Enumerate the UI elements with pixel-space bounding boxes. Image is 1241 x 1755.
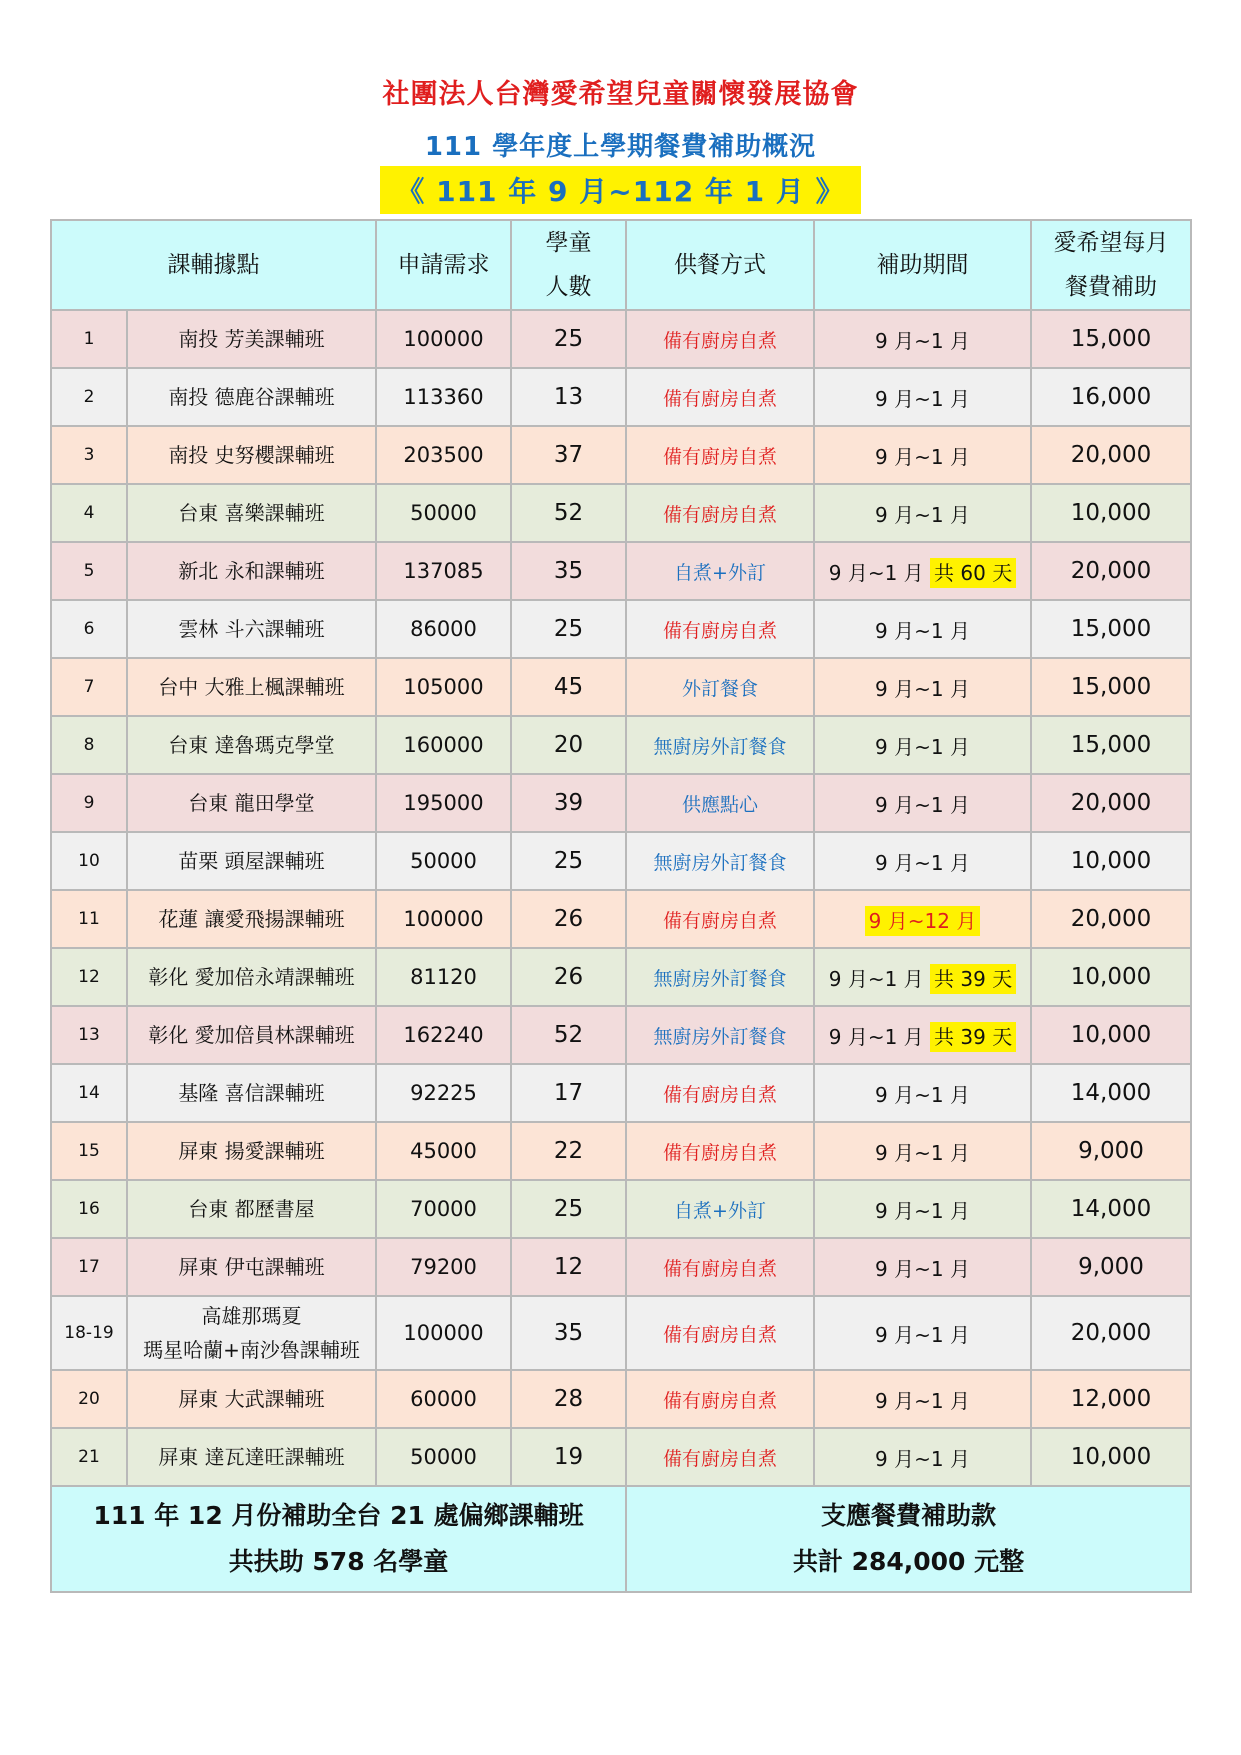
row-number: 3 (51, 426, 127, 484)
period-range: 9 月~1 月 (828, 966, 924, 991)
monthly-subsidy: 14,000 (1031, 1064, 1191, 1122)
request-amount: 92225 (376, 1064, 511, 1122)
table-row (51, 1064, 1191, 1122)
meal-method: 備有廚房自煮 (626, 1122, 814, 1180)
summary-subsidy-label: 支應餐費補助款 (820, 1501, 996, 1530)
meal-method: 自煮+外訂 (626, 1180, 814, 1238)
request-amount: 79200 (376, 1238, 511, 1296)
row-number: 13 (51, 1006, 127, 1064)
student-count: 39 (511, 774, 626, 832)
student-count: 26 (511, 948, 626, 1006)
monthly-subsidy: 10,000 (1031, 1428, 1191, 1486)
monthly-subsidy: 20,000 (1031, 1296, 1191, 1370)
site-name (127, 1296, 376, 1370)
row-number: 10 (51, 832, 127, 890)
row-number: 15 (51, 1122, 127, 1180)
table-row (51, 1238, 1191, 1296)
row-number: 4 (51, 484, 127, 542)
period-range-highlighted: 9 月~12 月 (865, 906, 981, 936)
meal-method: 備有廚房自煮 (626, 1064, 814, 1122)
student-count: 12 (511, 1238, 626, 1296)
request-amount: 162240 (376, 1006, 511, 1064)
table-row (51, 368, 1191, 426)
subsidy-period (814, 1006, 1031, 1064)
student-count: 26 (511, 890, 626, 948)
table-row (51, 716, 1191, 774)
site-name-line1: 高雄那瑪夏 (201, 1304, 302, 1328)
student-count: 25 (511, 832, 626, 890)
row-number: 18-19 (51, 1296, 127, 1370)
monthly-subsidy: 15,000 (1031, 310, 1191, 368)
monthly-subsidy: 20,000 (1031, 542, 1191, 600)
monthly-subsidy: 20,000 (1031, 774, 1191, 832)
subsidy-period (814, 890, 1031, 948)
period-days-note: 共 39 天 (930, 1022, 1016, 1052)
table-row (51, 600, 1191, 658)
meal-method: 供應點心 (626, 774, 814, 832)
request-amount: 113360 (376, 368, 511, 426)
site-name-line2: 瑪星哈蘭+南沙魯課輔班 (143, 1338, 360, 1362)
table-row (51, 948, 1191, 1006)
meal-method: 備有廚房自煮 (626, 600, 814, 658)
site-name: 屏東 達瓦達旺課輔班 (127, 1428, 376, 1486)
period-range: 9 月~1 月 (828, 560, 924, 585)
summary-row (51, 1486, 1191, 1592)
meal-method: 備有廚房自煮 (626, 310, 814, 368)
period-days-note: 共 39 天 (930, 964, 1016, 994)
row-number: 5 (51, 542, 127, 600)
subsidy-period: 9 月~1 月 (814, 1180, 1031, 1238)
row-number: 8 (51, 716, 127, 774)
student-count: 25 (511, 600, 626, 658)
meal-method: 備有廚房自煮 (626, 1296, 814, 1370)
student-count: 22 (511, 1122, 626, 1180)
summary-right (626, 1486, 1191, 1592)
student-count: 37 (511, 426, 626, 484)
site-name: 彰化 愛加倍員林課輔班 (127, 1006, 376, 1064)
site-name: 南投 德鹿谷課輔班 (127, 368, 376, 426)
site-name: 台東 喜樂課輔班 (127, 484, 376, 542)
subsidy-period: 9 月~1 月 (814, 310, 1031, 368)
student-count: 19 (511, 1428, 626, 1486)
header-request: 申請需求 (376, 220, 511, 310)
table-row (51, 658, 1191, 716)
request-amount: 137085 (376, 542, 511, 600)
table-row (51, 1370, 1191, 1428)
period-days-note: 共 60 天 (930, 558, 1016, 588)
request-amount: 45000 (376, 1122, 511, 1180)
header-site: 課輔據點 (51, 220, 376, 310)
student-count: 45 (511, 658, 626, 716)
header-students-line1: 學童 (545, 230, 592, 256)
table-row (51, 1006, 1191, 1064)
header-meal: 供餐方式 (626, 220, 814, 310)
meal-method: 備有廚房自煮 (626, 426, 814, 484)
row-number: 12 (51, 948, 127, 1006)
summary-sites-count: 111 年 12 月份補助全台 21 處偏鄉課輔班 (93, 1501, 584, 1530)
site-name: 台東 都歷書屋 (127, 1180, 376, 1238)
site-name: 台東 達魯瑪克學堂 (127, 716, 376, 774)
table-row (51, 542, 1191, 600)
subsidy-period: 9 月~1 月 (814, 426, 1031, 484)
request-amount: 203500 (376, 426, 511, 484)
subsidy-period: 9 月~1 月 (814, 716, 1031, 774)
student-count: 17 (511, 1064, 626, 1122)
monthly-subsidy: 16,000 (1031, 368, 1191, 426)
meal-method: 備有廚房自煮 (626, 1238, 814, 1296)
request-amount: 195000 (376, 774, 511, 832)
monthly-subsidy: 10,000 (1031, 948, 1191, 1006)
request-amount: 70000 (376, 1180, 511, 1238)
site-name: 基隆 喜信課輔班 (127, 1064, 376, 1122)
monthly-subsidy: 12,000 (1031, 1370, 1191, 1428)
summary-students-count: 共扶助 578 名學童 (228, 1547, 449, 1576)
student-count: 52 (511, 1006, 626, 1064)
site-name: 屏東 大武課輔班 (127, 1370, 376, 1428)
meal-method: 無廚房外訂餐食 (626, 948, 814, 1006)
table-row (51, 890, 1191, 948)
monthly-subsidy: 10,000 (1031, 832, 1191, 890)
row-number: 16 (51, 1180, 127, 1238)
meal-method: 備有廚房自煮 (626, 1428, 814, 1486)
subsidy-period (814, 948, 1031, 1006)
row-number: 9 (51, 774, 127, 832)
meal-method: 備有廚房自煮 (626, 890, 814, 948)
student-count: 35 (511, 1296, 626, 1370)
subsidy-period: 9 月~1 月 (814, 1428, 1031, 1486)
monthly-subsidy: 10,000 (1031, 1006, 1191, 1064)
subsidy-period (814, 542, 1031, 600)
header-students-line2: 人數 (545, 274, 592, 300)
summary-subsidy-total: 共計 284,000 元整 (792, 1547, 1025, 1576)
meal-method: 外訂餐食 (626, 658, 814, 716)
header-students (511, 220, 626, 310)
subsidy-period: 9 月~1 月 (814, 658, 1031, 716)
table-row (51, 774, 1191, 832)
table-row (51, 1180, 1191, 1238)
monthly-subsidy: 14,000 (1031, 1180, 1191, 1238)
student-count: 20 (511, 716, 626, 774)
subsidy-period: 9 月~1 月 (814, 1122, 1031, 1180)
site-name: 雲林 斗六課輔班 (127, 600, 376, 658)
request-amount: 86000 (376, 600, 511, 658)
site-name: 彰化 愛加倍永靖課輔班 (127, 948, 376, 1006)
subsidy-period: 9 月~1 月 (814, 1296, 1031, 1370)
table-row (51, 832, 1191, 890)
monthly-subsidy: 9,000 (1031, 1238, 1191, 1296)
monthly-subsidy: 20,000 (1031, 426, 1191, 484)
row-number: 2 (51, 368, 127, 426)
table-row (51, 484, 1191, 542)
monthly-subsidy: 10,000 (1031, 484, 1191, 542)
monthly-subsidy: 20,000 (1031, 890, 1191, 948)
request-amount: 100000 (376, 310, 511, 368)
student-count: 52 (511, 484, 626, 542)
table-header-row (51, 220, 1191, 310)
meal-method: 備有廚房自煮 (626, 1370, 814, 1428)
subsidy-period: 9 月~1 月 (814, 484, 1031, 542)
site-name: 苗栗 頭屋課輔班 (127, 832, 376, 890)
period-title: 《 111 年 9 月~112 年 1 月 》 (380, 166, 860, 214)
header-subsidy (1031, 220, 1191, 310)
request-amount: 81120 (376, 948, 511, 1006)
request-amount: 50000 (376, 1428, 511, 1486)
monthly-subsidy: 9,000 (1031, 1122, 1191, 1180)
subsidy-period: 9 月~1 月 (814, 774, 1031, 832)
row-number: 11 (51, 890, 127, 948)
student-count: 13 (511, 368, 626, 426)
header-subsidy-line2: 餐費補助 (1065, 274, 1157, 300)
site-name: 花蓮 讓愛飛揚課輔班 (127, 890, 376, 948)
subsidy-period: 9 月~1 月 (814, 600, 1031, 658)
meal-method: 自煮+外訂 (626, 542, 814, 600)
request-amount: 50000 (376, 832, 511, 890)
request-amount: 160000 (376, 716, 511, 774)
meal-method: 無廚房外訂餐食 (626, 716, 814, 774)
monthly-subsidy: 15,000 (1031, 716, 1191, 774)
meal-subsidy-table (50, 219, 1192, 1593)
request-amount: 100000 (376, 1296, 511, 1370)
table-row (51, 1296, 1191, 1370)
row-number: 21 (51, 1428, 127, 1486)
header-subsidy-line1: 愛希望每月 (1053, 230, 1169, 256)
meal-method: 無廚房外訂餐食 (626, 1006, 814, 1064)
subsidy-period: 9 月~1 月 (814, 368, 1031, 426)
request-amount: 100000 (376, 890, 511, 948)
student-count: 28 (511, 1370, 626, 1428)
summary-left (51, 1486, 626, 1592)
row-number: 17 (51, 1238, 127, 1296)
site-name: 台中 大雅上楓課輔班 (127, 658, 376, 716)
student-count: 25 (511, 310, 626, 368)
site-name: 新北 永和課輔班 (127, 542, 376, 600)
monthly-subsidy: 15,000 (1031, 658, 1191, 716)
meal-method: 備有廚房自煮 (626, 484, 814, 542)
student-count: 25 (511, 1180, 626, 1238)
row-number: 6 (51, 600, 127, 658)
meal-method: 無廚房外訂餐食 (626, 832, 814, 890)
period-range: 9 月~1 月 (828, 1024, 924, 1049)
row-number: 20 (51, 1370, 127, 1428)
subsidy-period: 9 月~1 月 (814, 1064, 1031, 1122)
report-subtitle: 111 學年度上學期餐費補助概況 (424, 132, 817, 162)
organization-title: 社團法人台灣愛希望兒童關懷發展協會 (382, 79, 859, 110)
table-row (51, 310, 1191, 368)
table-row (51, 1122, 1191, 1180)
site-name: 南投 史努櫻課輔班 (127, 426, 376, 484)
row-number: 7 (51, 658, 127, 716)
table-row (51, 1428, 1191, 1486)
request-amount: 60000 (376, 1370, 511, 1428)
monthly-subsidy: 15,000 (1031, 600, 1191, 658)
subsidy-period: 9 月~1 月 (814, 1238, 1031, 1296)
header-period: 補助期間 (814, 220, 1031, 310)
site-name: 屏東 揚愛課輔班 (127, 1122, 376, 1180)
request-amount: 105000 (376, 658, 511, 716)
site-name: 屏東 伊屯課輔班 (127, 1238, 376, 1296)
site-name: 台東 龍田學堂 (127, 774, 376, 832)
table-row (51, 426, 1191, 484)
site-name: 南投 芳美課輔班 (127, 310, 376, 368)
row-number: 1 (51, 310, 127, 368)
subsidy-period: 9 月~1 月 (814, 1370, 1031, 1428)
row-number: 14 (51, 1064, 127, 1122)
request-amount: 50000 (376, 484, 511, 542)
subsidy-period: 9 月~1 月 (814, 832, 1031, 890)
meal-method: 備有廚房自煮 (626, 368, 814, 426)
student-count: 35 (511, 542, 626, 600)
